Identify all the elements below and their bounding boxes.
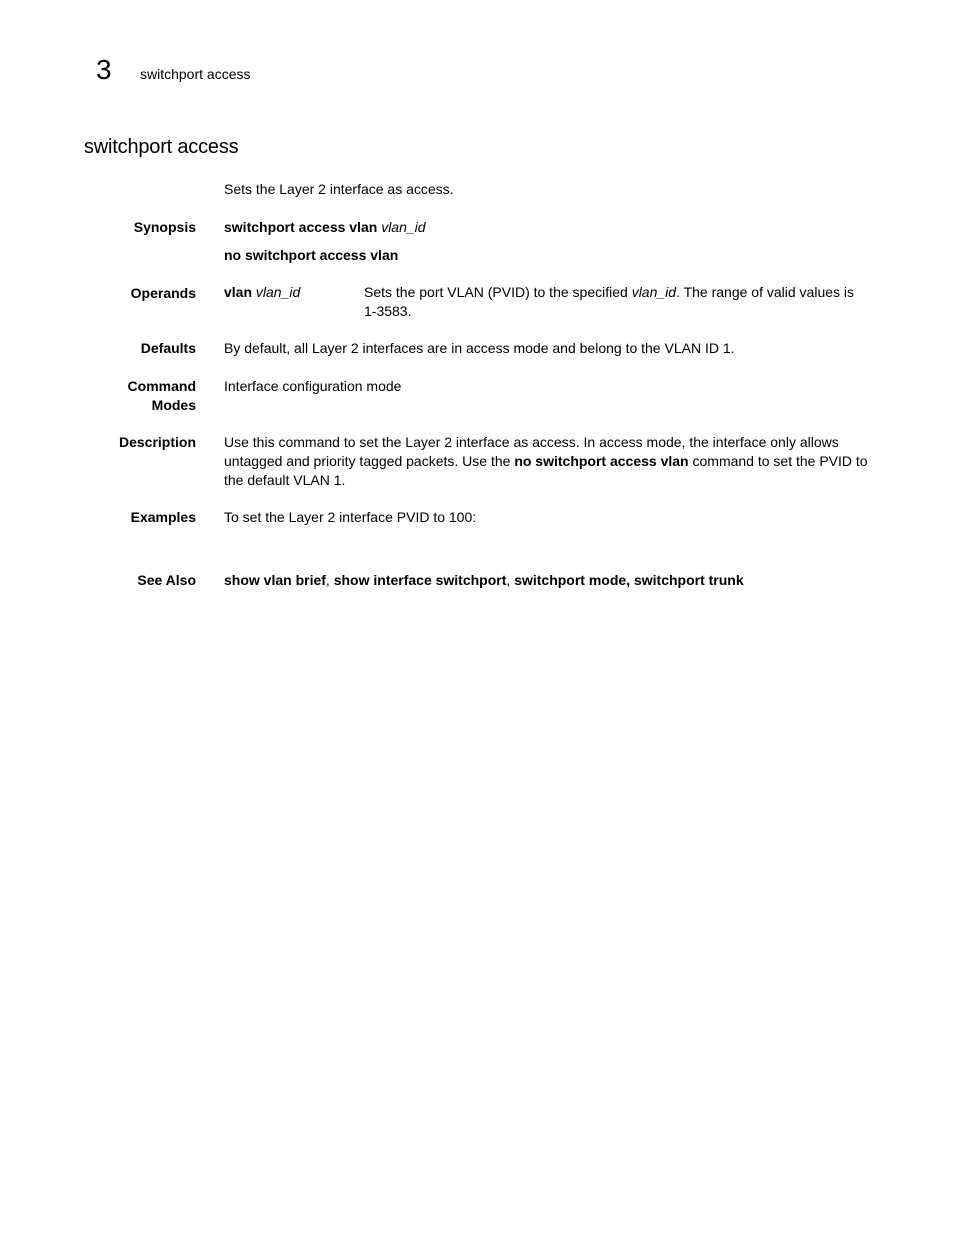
synopsis-label: Synopsis <box>133 219 196 235</box>
description-label: Description <box>118 434 196 450</box>
see-also-link-show-vlan-brief[interactable]: show vlan brief <box>224 572 326 588</box>
see-also-link-show-interface-switchport[interactable]: show interface switchport <box>333 572 507 588</box>
operand-desc-post: . The range of valid values is 1-3583. <box>364 284 855 319</box>
operand-desc-arg: vlan_id <box>631 284 677 300</box>
description-post: command to set the PVID to the default VLAN 1. <box>224 453 868 488</box>
operand-description <box>364 283 870 321</box>
synopsis-command: switchport access vlan <box>224 219 378 235</box>
command-modes-label-line-1: Command <box>127 378 196 394</box>
operand-keyword: vlan <box>224 284 253 300</box>
running-head: switchport access <box>140 66 251 82</box>
chapter-number: 3 <box>96 54 112 85</box>
command-modes-label-line-2: Modes <box>151 397 196 413</box>
command-modes-text: Interface configuration mode <box>224 378 402 394</box>
operand-argument: vlan_id <box>255 284 301 300</box>
description-command: no switchport access vlan <box>514 453 689 469</box>
examples-text: To set the Layer 2 interface PVID to 100: <box>224 509 477 525</box>
description-text <box>224 433 870 490</box>
operand-desc-pre: Sets the port VLAN (PVID) to the specified <box>364 284 632 300</box>
see-also-separator: , <box>325 572 334 588</box>
synopsis-line-2: no switchport access vlan <box>224 247 399 263</box>
description-pre: Use this command to set the Layer 2 interface as access. In access mode, the interface only allows untagged and priority tagged packets. Use the <box>224 434 839 469</box>
synopsis-argument: vlan_id <box>381 219 426 235</box>
operands-label: Operands <box>130 285 196 301</box>
see-also-separator: , <box>506 572 515 588</box>
see-also-link-switchport-mode-trunk[interactable]: switchport mode, switchport trunk <box>514 572 744 588</box>
synopsis-line-1 <box>224 218 870 237</box>
command-modes-label <box>128 377 196 415</box>
operand-term <box>224 283 300 302</box>
page-title: switchport access <box>84 136 239 158</box>
examples-label: Examples <box>130 509 196 525</box>
defaults-text: By default, all Layer 2 interfaces are in access mode and belong to the VLAN ID 1. <box>224 340 735 356</box>
defaults-label: Defaults <box>140 340 196 356</box>
see-also-label: See Also <box>137 572 196 588</box>
intro-text: Sets the Layer 2 interface as access. <box>224 181 454 197</box>
see-also-list <box>224 571 870 590</box>
